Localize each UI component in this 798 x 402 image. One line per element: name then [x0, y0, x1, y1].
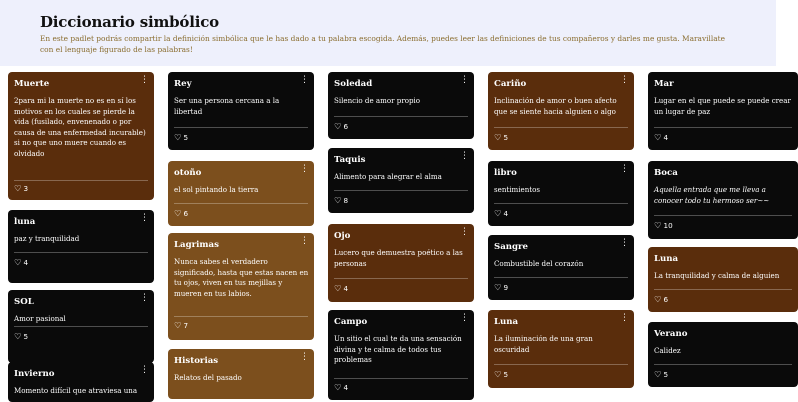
- post-body: Inclinación de amor o buen afecto que se siente hacia alguien o algo: [494, 96, 617, 116]
- post-body: Un sitio el cual te da una sensación divina y te calma de todos tus problemas: [334, 334, 462, 365]
- divider: [334, 116, 468, 117]
- like-button[interactable]: [14, 184, 28, 193]
- heart-outline-icon: ♡: [334, 382, 342, 392]
- more-vertical-icon[interactable]: ⋮: [140, 213, 149, 223]
- post-title: Mar: [654, 79, 674, 89]
- post-body: Relatos del pasado: [174, 373, 242, 382]
- like-count: 5: [23, 332, 29, 341]
- like-count: 8: [343, 196, 349, 205]
- more-vertical-icon[interactable]: ⋮: [460, 313, 469, 323]
- like-count: 4: [343, 383, 349, 392]
- post-title: Campo: [334, 317, 368, 327]
- post-title: Invierno: [14, 369, 55, 379]
- post-card[interactable]: [488, 72, 634, 150]
- post-body: Calidez: [654, 346, 681, 355]
- divider: [14, 180, 148, 181]
- like-count: 4: [663, 133, 669, 142]
- more-vertical-icon[interactable]: ⋮: [300, 164, 309, 174]
- like-count: 4: [23, 258, 29, 267]
- post-body: Silencio de amor propio: [334, 96, 421, 105]
- post-title: otoño: [174, 168, 202, 178]
- divider: [654, 127, 792, 128]
- like-button[interactable]: [494, 209, 508, 218]
- more-vertical-icon[interactable]: ⋮: [460, 151, 469, 161]
- divider: [334, 378, 468, 379]
- heart-outline-icon: ♡: [494, 132, 502, 142]
- heart-outline-icon: ♡: [14, 183, 22, 193]
- post-body: Amor pasional: [14, 314, 66, 323]
- post-body: Momento difícil que atraviesa una: [14, 386, 138, 395]
- padlet-header: [0, 0, 776, 66]
- post-title: Cariño: [494, 79, 527, 89]
- divider: [654, 289, 792, 290]
- post-card[interactable]: [488, 235, 634, 300]
- post-card[interactable]: [648, 247, 798, 312]
- post-body: 2para mi la muerte no es en sí los motivos en los cuales se pierde la vida (fusilado, envenenado o por causa de una enfermedad incurable) si no que uno muere cuando es olvidado: [14, 96, 146, 158]
- post-card[interactable]: [328, 224, 474, 302]
- post-body: Lugar en el que puede se puede crear un lugar de paz: [654, 96, 791, 116]
- like-button[interactable]: [654, 133, 668, 142]
- post-card[interactable]: [488, 161, 634, 226]
- like-count: 10: [663, 221, 673, 230]
- post-title: Verano: [654, 329, 688, 339]
- post-card[interactable]: [488, 310, 634, 388]
- heart-outline-icon: ♡: [14, 257, 22, 267]
- heart-outline-icon: ♡: [334, 121, 342, 131]
- post-title: Boca: [654, 168, 678, 178]
- post-body: Nunca sabes el verdadero significado, hasta que estas nacen en tu ojos, viven en tus mejillas y mueren en tus labios.: [174, 257, 309, 298]
- heart-outline-icon: ♡: [174, 208, 182, 218]
- divider: [494, 127, 628, 128]
- post-body: el sol pintando la tierra: [174, 185, 259, 194]
- post-title: Taquis: [334, 155, 366, 165]
- heart-outline-icon: ♡: [14, 331, 22, 341]
- heart-outline-icon: ♡: [654, 220, 662, 230]
- post-card[interactable]: [8, 290, 154, 363]
- divider: [14, 326, 148, 327]
- heart-outline-icon: ♡: [494, 208, 502, 218]
- like-button[interactable]: [654, 370, 668, 379]
- post-card[interactable]: [168, 349, 314, 399]
- post-title: Sangre: [494, 242, 529, 252]
- like-count: 4: [503, 209, 509, 218]
- post-body: La iluminación de una gran oscuridad: [494, 334, 593, 354]
- post-card[interactable]: [8, 72, 154, 200]
- like-count: 6: [183, 209, 189, 218]
- like-button[interactable]: [334, 284, 348, 293]
- more-vertical-icon[interactable]: ⋮: [300, 236, 309, 246]
- like-count: 3: [23, 184, 29, 193]
- like-button[interactable]: [334, 383, 348, 392]
- post-title: Luna: [654, 254, 679, 264]
- more-vertical-icon[interactable]: ⋮: [300, 75, 309, 85]
- like-button[interactable]: [14, 332, 28, 341]
- post-title: libro: [494, 168, 517, 178]
- heart-outline-icon: ♡: [174, 320, 182, 330]
- like-count: 5: [503, 133, 509, 142]
- page-title: Diccionario simbólico: [40, 13, 219, 31]
- heart-outline-icon: ♡: [654, 132, 662, 142]
- post-card[interactable]: [168, 233, 314, 340]
- more-vertical-icon[interactable]: ⋮: [620, 238, 629, 248]
- like-button[interactable]: [654, 221, 673, 230]
- post-card[interactable]: [648, 72, 798, 150]
- like-button[interactable]: [494, 370, 508, 379]
- post-title: Muerte: [14, 79, 50, 89]
- heart-outline-icon: ♡: [494, 282, 502, 292]
- divider: [334, 278, 468, 279]
- post-card[interactable]: [648, 322, 798, 387]
- more-vertical-icon[interactable]: ⋮: [620, 75, 629, 85]
- post-body: La tranquilidad y calma de alguien: [654, 271, 780, 280]
- divider: [494, 364, 628, 365]
- divider: [654, 364, 792, 365]
- more-vertical-icon[interactable]: ⋮: [300, 352, 309, 362]
- post-card[interactable]: [168, 161, 314, 226]
- heart-outline-icon: ♡: [654, 294, 662, 304]
- like-button[interactable]: [174, 321, 188, 330]
- like-button[interactable]: [654, 295, 668, 304]
- like-button[interactable]: [174, 209, 188, 218]
- like-count: 6: [343, 122, 349, 131]
- more-vertical-icon[interactable]: ⋮: [460, 75, 469, 85]
- more-vertical-icon[interactable]: ⋮: [140, 365, 149, 375]
- post-body: Combustible del corazón: [494, 259, 584, 268]
- like-button[interactable]: [14, 258, 28, 267]
- divider: [494, 277, 628, 278]
- page-description: En este padlet podrás compartir la definición simbólica que le has dado a tu palabra escogida. Además, puedes leer las definiciones de tus compañeros y darles me gusta. Maravillate con el lenguaje figurado de las palabras!: [40, 34, 725, 54]
- post-title: Historias: [174, 356, 219, 366]
- post-body: Alimento para alegrar el alma: [334, 172, 442, 181]
- post-title: Rey: [174, 79, 192, 89]
- post-card[interactable]: [328, 310, 474, 400]
- divider: [14, 252, 148, 253]
- post-body: Lucero que demuestra poético a las personas: [334, 248, 463, 268]
- heart-outline-icon: ♡: [654, 369, 662, 379]
- like-count: 5: [503, 370, 509, 379]
- more-vertical-icon[interactable]: ⋮: [460, 227, 469, 237]
- post-card[interactable]: [648, 161, 798, 239]
- like-button[interactable]: [174, 133, 188, 142]
- post-title: SOL: [14, 297, 34, 307]
- post-title: Luna: [494, 317, 519, 327]
- post-body: Ser una persona cercana a la libertad: [174, 96, 280, 116]
- heart-outline-icon: ♡: [494, 369, 502, 379]
- like-button[interactable]: [494, 133, 508, 142]
- more-vertical-icon[interactable]: ⋮: [140, 293, 149, 303]
- post-card[interactable]: [8, 362, 154, 402]
- more-vertical-icon[interactable]: ⋮: [620, 164, 629, 174]
- divider: [174, 127, 308, 128]
- post-body: sentimientos: [494, 185, 541, 194]
- like-count: 5: [663, 370, 669, 379]
- like-count: 5: [183, 133, 189, 142]
- post-body: Aquella entrada que me lleva a conocer todo tu hermoso ser~~: [654, 185, 770, 205]
- like-count: 7: [183, 321, 189, 330]
- divider: [174, 316, 308, 317]
- divider: [174, 203, 308, 204]
- post-card[interactable]: [328, 72, 474, 139]
- divider: [494, 203, 628, 204]
- post-title: luna: [14, 217, 36, 227]
- divider: [654, 215, 792, 216]
- heart-outline-icon: ♡: [334, 195, 342, 205]
- heart-outline-icon: ♡: [334, 283, 342, 293]
- more-vertical-icon[interactable]: ⋮: [620, 313, 629, 323]
- post-card[interactable]: [328, 148, 474, 213]
- like-button[interactable]: [334, 196, 348, 205]
- like-count: 6: [663, 295, 669, 304]
- post-title: Soledad: [334, 79, 373, 89]
- post-title: Lagrimas: [174, 240, 219, 250]
- like-count: 4: [343, 284, 349, 293]
- post-card[interactable]: [168, 72, 314, 150]
- post-title: Ojo: [334, 231, 351, 241]
- like-button[interactable]: [494, 283, 508, 292]
- heart-outline-icon: ♡: [174, 132, 182, 142]
- like-button[interactable]: [334, 122, 348, 131]
- post-card[interactable]: [8, 210, 154, 283]
- like-count: 9: [503, 283, 509, 292]
- more-vertical-icon[interactable]: ⋮: [140, 75, 149, 85]
- divider: [334, 190, 468, 191]
- post-body: paz y tranquilidad: [14, 234, 80, 243]
